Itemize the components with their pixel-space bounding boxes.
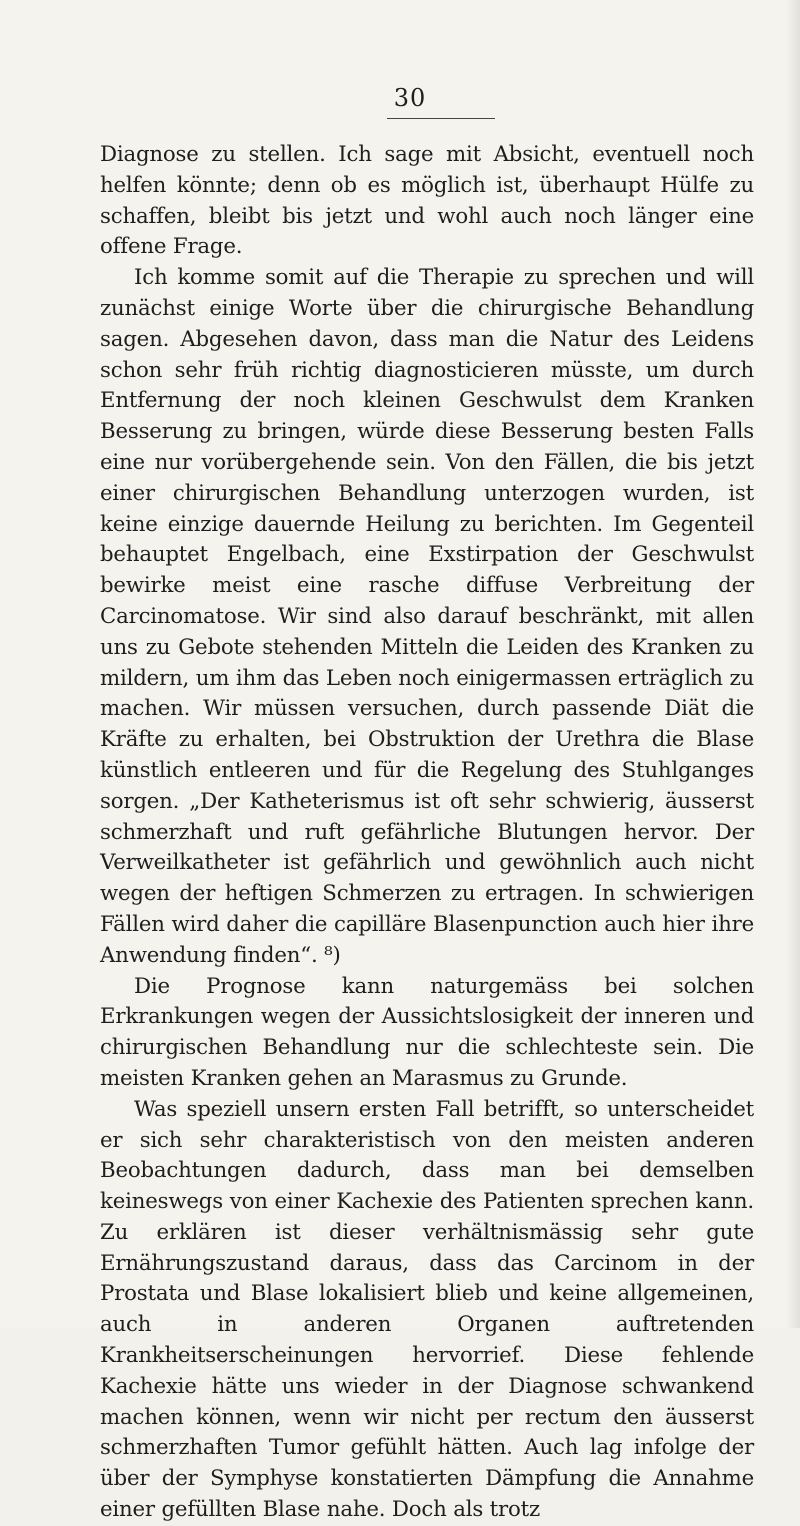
paragraph-1: Diagnose zu stellen. Ich sage mit Absicht, eventuell noch helfen könnte; denn ob es möglich ist, überhaupt Hülfe zu schaffen, bleibt bis jetzt und wohl auch noch länger eine offene Frage.	[100, 142, 754, 260]
page-edge-shadow	[786, 0, 800, 1328]
header-rule	[387, 118, 495, 119]
paragraph-4: Was speziell unsern ersten Fall betrifft, so unterscheidet er sich sehr charakteristisch von den meisten anderen Beobachtungen dadurch, dass man bei demselben keineswegs von einer Kachexie des Patienten sprechen kann. Zu erklären ist dieser verhältnismässig sehr gute Ernährungszustand daraus, dass das Carcinom in der Prostata und Blase lokalisiert blieb und keine allgemeinen, auch in anderen Organen auftretenden Krankheitserscheinungen hervorrief. Diese fehlende Kachexie hätte uns wieder in der Diagnose schwankend machen können, wenn wir nicht per rectum den äusserst schmerzhaften Tumor gefühlt hätten. Auch lag infolge der über der Symphyse konstatierten Dämpfung die Annahme einer gefüllten Blase nahe. Doch als trotz	[100, 1096, 754, 1523]
page-number: 30	[393, 84, 427, 112]
paragraph-3: Die Prognose kann naturgemäss bei solchen Erkrankungen wegen der Aussichtslosigkeit der inneren und chirurgischen Behandlung nur die schlechteste sein. Die meisten Kranken gehen an Marasmus zu Grunde.	[100, 973, 754, 1091]
paragraph-2: Ich komme somit auf die Therapie zu sprechen und will zunächst einige Worte über die chirurgische Behandlung sagen. Abgesehen davon, dass man die Natur des Leidens schon sehr früh richtig diagnosticieren müsste, um durch Entfernung der noch kleinen Geschwulst dem Kranken Besserung zu bringen, würde diese Besserung besten Falls eine nur vorübergehende sein. Von den Fällen, die bis jetzt einer chirurgischen Behandlung unterzogen wurden, ist keine einzige dauernde Heilung zu berichten. Im Gegenteil behauptet Engelbach, eine Exstirpation der Geschwulst bewirke meist eine rasche diffuse Verbreitung der Carcinomatose. Wir sind also darauf beschränkt, mit allen uns zu Gebote stehenden Mitteln die Leiden des Kranken zu mildern, um ihm das Leben noch einigermassen erträglich zu machen. Wir müssen versuchen, durch passende Diät die Kräfte zu erhalten, bei Obstruktion der Urethra die Blase künstlich entleeren und für die Regelung des Stuhlganges sorgen. „Der Katheterismus ist oft sehr schwierig, äusserst schmerzhaft und ruft gefährliche Blutungen hervor. Der Verweilkatheter ist gefährlich und gewöhnlich auch nicht wegen der heftigen Schmerzen zu ertragen. In schwierigen Fällen wird daher die capilläre Blasenpunction auch hier ihre Anwendung finden“. ⁸)	[100, 265, 754, 968]
body-text	[100, 140, 754, 1526]
